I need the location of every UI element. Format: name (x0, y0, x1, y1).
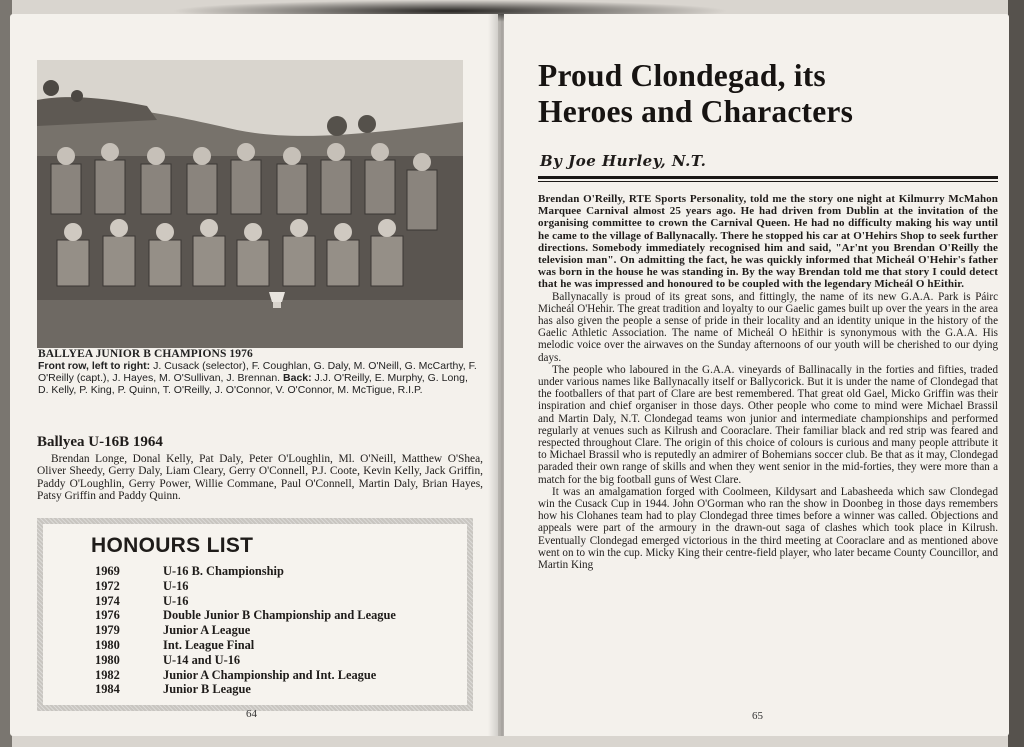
honours-list-box (37, 518, 473, 711)
team-photo-illustration (37, 60, 463, 348)
honours-row (95, 608, 467, 623)
honours-text: Junior B League (163, 682, 251, 697)
honours-year: 1972 (95, 578, 120, 593)
article-paragraph: Ballynacally is proud of its great sons, and fittingly, the name of its new G.A.A. Park is Páirc Micheál O'Hehir. The great tradition and loyalty to our Gaelic games built up over the years in the area has also given the people a sense of pride in their locality and an identity unique in the history of the Gaelic Athletic Association. The name of Micheál O hEithir is synonymous with the G.A.A. His melodic voice over the airwaves on the Sunday afternoons of our youth will be cherished to our dying days. (538, 290, 998, 364)
title-rule-thin (538, 181, 998, 182)
honours-row (95, 579, 467, 594)
front-row-label: Front row, left to right: (38, 360, 151, 372)
article-body (538, 193, 998, 571)
honours-year: 1976 (95, 608, 120, 623)
honours-text: U-16 (163, 593, 189, 608)
honours-year: 1974 (95, 593, 120, 608)
honours-rows (95, 564, 467, 697)
title-rule-thick (538, 176, 998, 179)
back-row-names: J.J. O'Reilly, E. Murphy, G. Long, D. Kelly, P. King, P. Quinn, T. O'Reilly, J. O'Connor, V. O'Connor, M. McTigue, R.I.P. (38, 372, 468, 396)
honours-year: 1982 (95, 667, 120, 682)
honours-text: U-16 B. Championship (163, 564, 284, 578)
honours-year: 1984 (95, 682, 120, 697)
left-page (10, 14, 498, 736)
page-number-right: 65 (752, 710, 763, 722)
honours-text: Int. League Final (163, 637, 255, 652)
honours-row (95, 564, 467, 579)
honours-text: Junior A Championship and Int. League (163, 667, 377, 682)
book-edge-right (1008, 0, 1024, 747)
honours-row (95, 594, 467, 609)
honours-row (95, 668, 467, 683)
honours-row (95, 653, 467, 668)
article-lead-paragraph: Brendan O'Reilly, RTE Sports Personality, told me the story one night at Kilmurry McMahon Marquee Carnival almost 25 years ago. He had driven from Dublin at the invitation of the organising committee to crown the Carnival Queen. He had no difficulty making his way until he came to the village of Ballynacally. There he stopped his car at O'Hehirs Shop to seek further directions. Somebody immediately recognised him and said, "Ar'nt you Brendan O'Reilly the television man". On admitting the fact, he was quickly informed that Micheál O'Hehir's father was born in the house he was standing in. By the way Brendan told me that story I could detect that he was impressed and honoured to be coupled with the legendary Micheál O hEithir. (538, 193, 998, 291)
honours-year: 1980 (95, 652, 120, 667)
page-number-left: 64 (246, 708, 257, 720)
team-photo (37, 60, 463, 348)
photo-caption (38, 348, 478, 396)
front-row-names: J. Cusack (selector), F. Coughlan, G. Daly, M. O'Neill, G. McCarthy, F. O'Reilly (capt.), J. Hayes, M. O'Sullivan, J. Brennan. (38, 360, 477, 384)
article-title-line-2: Heroes and Characters (538, 94, 854, 129)
honours-row (95, 682, 467, 697)
u16-section (37, 434, 483, 503)
u16-team-list: Brendan Longe, Donal Kelly, Pat Daly, Peter O'Loughlin, Ml. O'Neill, Matthew O'Shea, Oliver Sheedy, Gerry Daly, Liam Cleary, Gerry O'Connell, P.J. Coote, Kevin Kelly, Jack Griffin, Paddy O'Loughlin, Gerry Power, Willie Commane, Paul O'Connell, Martin Daly, Brian Hayes, Patsy Griffin and Paddy Quinn. (37, 453, 483, 503)
article-title (538, 58, 1008, 130)
honours-text: Junior A League (163, 623, 251, 638)
honours-year: 1979 (95, 623, 120, 638)
honours-text: U-16 (163, 578, 189, 593)
article-paragraph: The people who laboured in the G.A.A. vineyards of Ballinacally in the forties and fifties, traded under various names like Ballynacally itself or Ballycorick. But it is under the name of Clondegad that the footballers of that part of Clare are best remembered. That great old Gael, Micko Griffin was their inspiration and chief organiser in those days. Other people who come to mind were Michael Brassil and Martin Daly, N.T. Clondegad teams won junior and intermediate championships and performed regularly at venues such as Kilrush and Cooraclare. Their familiar black and red strip was feared and respected throughout Clare. The origin of this choice of colours is curious and many people attribute it to Michael Brassil who is reputedly an admirer of Bohemians soccer club. Be that as it may, Clondegad paraded their own range of skills and when they went senior in the mid-forties, they were more than a match for the big football guns of West Clare. (538, 363, 998, 486)
honours-list-panel (43, 524, 467, 705)
honours-text: U-14 and U-16 (163, 652, 241, 667)
caption-title: BALLYEA JUNIOR B CHAMPIONS 1976 (38, 348, 253, 360)
article-title-line-1: Proud Clondegad, its (538, 58, 826, 93)
honours-row (95, 623, 467, 638)
honours-text: Double Junior B Championship and League (163, 608, 396, 623)
honours-title: HONOURS LIST (91, 534, 254, 557)
u16-heading: Ballyea U-16B 1964 (37, 434, 163, 450)
article-byline: By Joe Hurley, N.T. (540, 152, 707, 170)
honours-year: 1969 (95, 564, 120, 578)
honours-row (95, 638, 467, 653)
right-page (504, 14, 1009, 736)
honours-year: 1980 (95, 637, 120, 652)
caption-body (38, 360, 478, 396)
article-paragraph: It was an amalgamation forged with Coolmeen, Kildysart and Labasheeda which saw Clondegad win the Cusack Cup in 1944. John O'Gorman who ran the show in Doonbeg in those days remembers how his Clohanes team had to play Clondegad three times before a winner was called. Objections and appeals were part of the armoury in the drawn-out saga of clashes which took place in Kilrush. Eventually Clondegad emerged victorious in the third meeting at Cooraclare and as mentioned above went on to win the cup. Micky King their centre-field player, who later became County Councillor, and Martin King (538, 485, 998, 572)
back-row-label: Back: (283, 372, 312, 384)
